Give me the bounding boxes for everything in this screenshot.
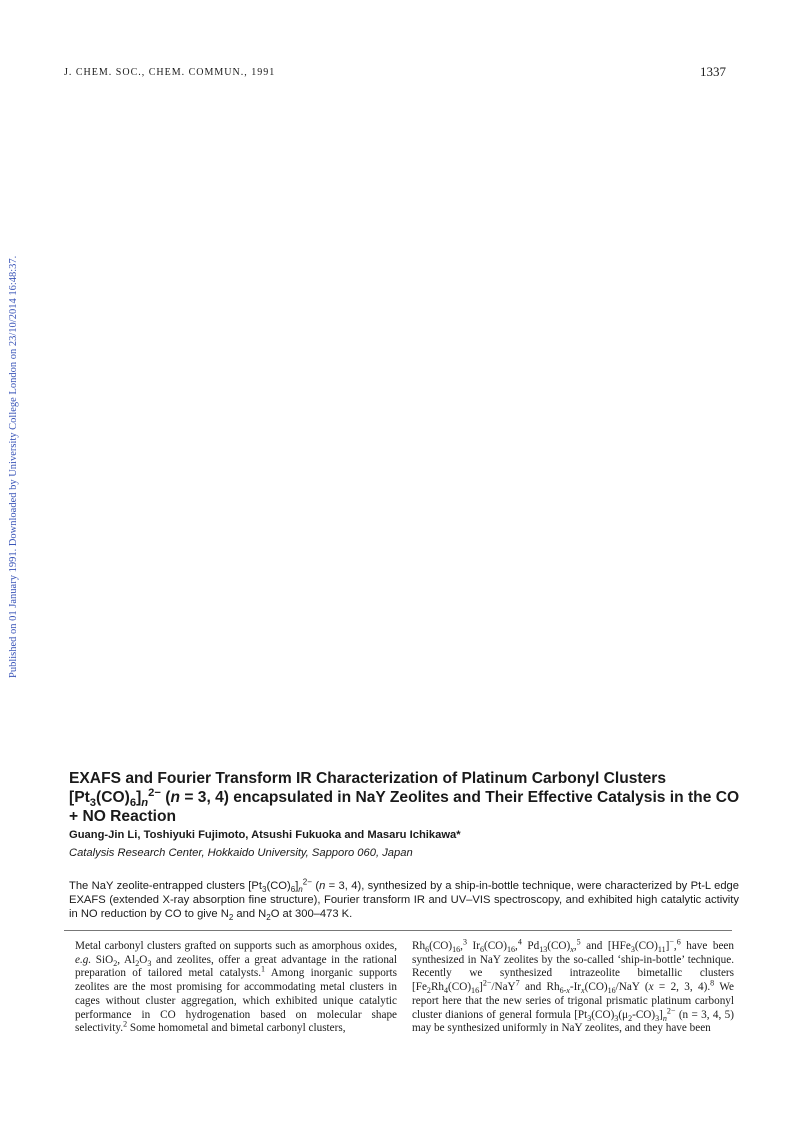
download-watermark-text[interactable]: Published on 01 January 1991. Downloaded by University College London on 23/10/2014 16:48:37.: [8, 255, 19, 678]
section-divider: [64, 930, 732, 931]
download-watermark: [6, 248, 22, 678]
author-list: Guang-Jin Li, Toshiyuki Fujimoto, Atsushi Fukuoka and Masaru Ichikawa*: [69, 829, 461, 841]
affiliation: Catalysis Research Center, Hokkaido University, Sapporo 060, Japan: [69, 847, 413, 859]
running-header: J. CHEM. SOC., CHEM. COMMUN., 1991: [64, 67, 276, 78]
abstract: The NaY zeolite-entrapped clusters $[Pt_3(CO)_6]_n^{2-}$ (n = 3, 4), synthesized by a ship-in-bottle technique, were characterized by Pt-L edge EXAFS (extended X-ray absorption fine structure), Fourier transform IR and UV–VIS spectroscopy, and exhibited high catalytic activity in NO reduction by CO to give $N_2$ and $N_2O$ at 300–473 K.: [69, 877, 739, 922]
article-title: EXAFS and Fourier Transform IR Characterization of Platinum Carbonyl Clusters $[Pt_3(CO)_6]_n^{2-}$ (n = 3, 4) encapsulated in NaY Zeolites and Their Effective Catalysis in the CO + NO Reaction: [69, 770, 740, 825]
body-column-left: Metal carbonyl clusters grafted on supports such as amorphous oxides, e.g. SiO$_2$, $Al_2O_3$ and zeolites, offer a great advantage in the rational preparation of tailored metal catalysts.$^1$ Among inorganic supports zeolites are the most promising for accommodating metal clusters in cages without cluster aggregation, which exhibited unique catalytic performance in CO hydrogenation based on molecular shape selectivity.$^2$ Some homometal and bimetal carbonyl clusters,: [75, 940, 397, 1035]
body-column-right: $Rh_6(CO)_{16},^3$ $Ir_6(CO)_{16},^4$ $Pd_{13}(CO)_x,^5$ and $[HFe_3(CO)_{11}]^-,^6$ have been synthesized in NaY zeolites by the so-called ‘ship-in-bottle’ technique. Recently we synthesized intrazeolite bimetallic clusters $[Fe_2Rh_4(CO)_{16}]^{2-}/NaY^7$ and $Rh_{6-x}-Ir_x(CO)_{16}$/NaY (x = 2, 3, 4).$^8$ We report here that the new series of trigonal prismatic platinum carbonyl cluster dianions of general formula $[Pt_3(CO)_3(\mu_2-CO)_3]_n^{2-}$ (n = 3, 4, 5) may be synthesized uniformly in NaY zeolites, and they have been: [412, 937, 734, 1035]
page-number: 1337: [700, 64, 726, 79]
